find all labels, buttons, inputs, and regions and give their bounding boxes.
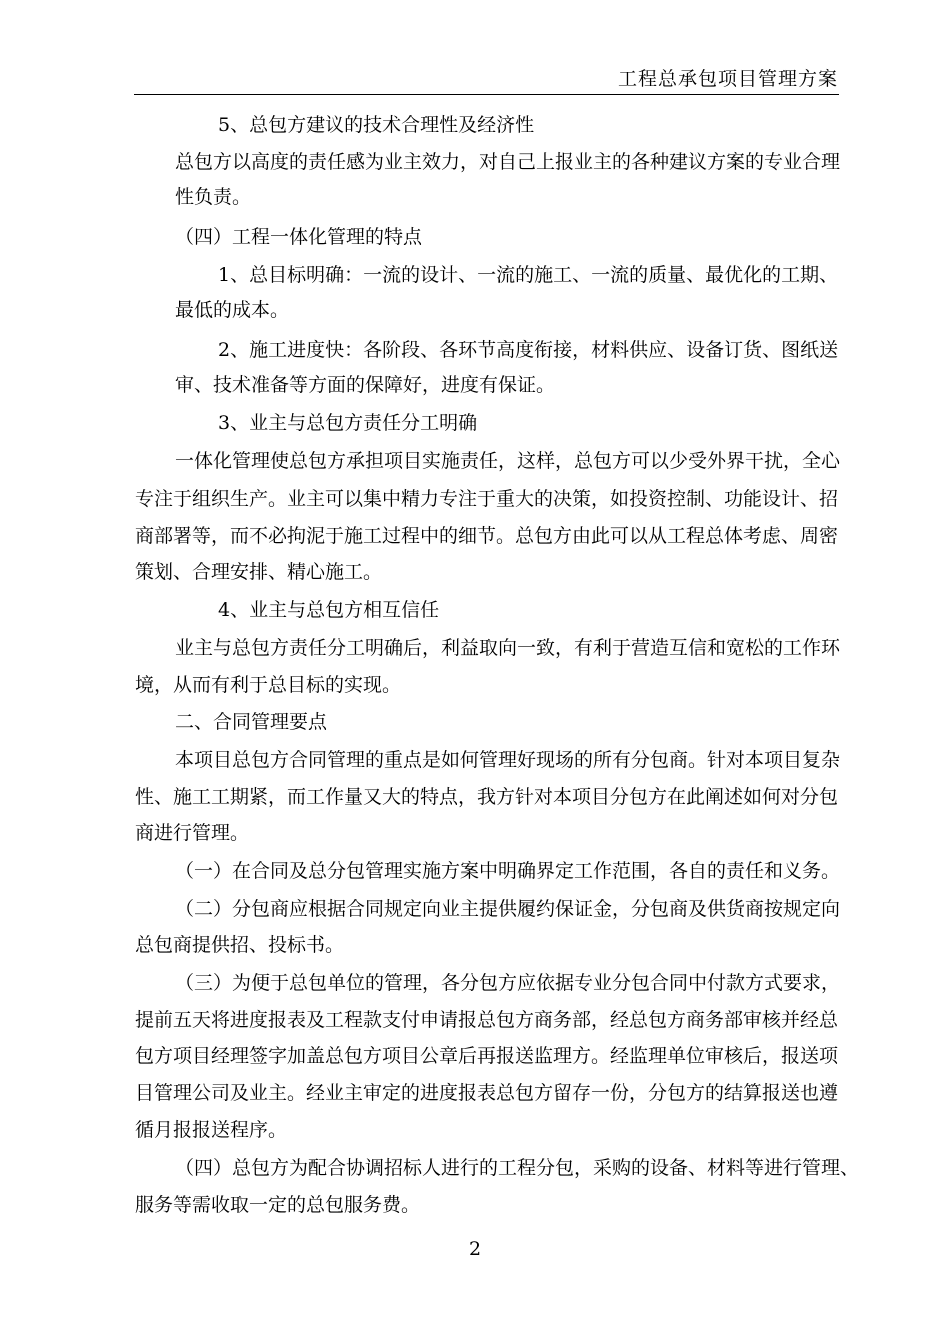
header-title: 工程总承包项目管理方案 (617, 68, 838, 90)
text-line: 2、施工进度快：各阶段、各环节高度衔接，材料供应、设备订货、图纸送 (218, 339, 839, 361)
text-line: 性、施工工期紧，而工作量又大的特点，我方针对本项目分包方在此阐述如何对分包 (135, 786, 839, 808)
text-line: 性负责。 (175, 186, 252, 208)
text-line: （四）总包方为配合协调招标人进行的工程分包，采购的设备、材料等进行管理、 (175, 1157, 860, 1179)
text-line: （三）为便于总包单位的管理，各分包方应依据专业分包合同中付款方式要求， (175, 972, 841, 994)
text-line: 总包方以高度的责任感为业主效力，对自己上报业主的各种建议方案的专业合理 (175, 151, 841, 173)
text-line: 一体化管理使总包方承担项目实施责任，这样，总包方可以少受外界干扰，全心 (175, 450, 841, 472)
text-line: 本项目总包方合同管理的重点是如何管理好现场的所有分包商。针对本项目复杂 (175, 749, 841, 771)
text-line: 二、合同管理要点 (175, 711, 328, 733)
page-number: 2 (468, 1238, 482, 1260)
header-divider (134, 94, 839, 95)
text-line: 3、业主与总包方责任分工明确 (218, 412, 478, 434)
text-line: 最低的成本。 (175, 299, 290, 321)
text-line: 5、总包方建议的技术合理性及经济性 (218, 114, 535, 136)
text-line: 包方项目经理签字加盖总包方项目公章后再报送监理方。经监理单位审核后，报送项 (135, 1045, 839, 1067)
text-line: （一）在合同及总分包管理实施方案中明确界定工作范围，各自的责任和义务。 (175, 860, 841, 882)
text-line: 策划、合理安排、精心施工。 (135, 561, 383, 583)
text-line: （四）工程一体化管理的特点 (175, 226, 423, 248)
text-line: 专注于组织生产。业主可以集中精力专注于重大的决策，如投资控制、功能设计、招 (135, 488, 839, 510)
text-line: 服务等需收取一定的总包服务费。 (135, 1194, 421, 1216)
text-line: 商部署等，而不必拘泥于施工过程中的细节。总包方由此可以从工程总体考虑、周密 (135, 525, 839, 547)
text-line: 循月报报送程序。 (135, 1119, 288, 1141)
text-line: 业主与总包方责任分工明确后，利益取向一致，有利于营造互信和宽松的工作环 (175, 637, 841, 659)
text-line: （二）分包商应根据合同规定向业主提供履约保证金，分包商及供货商按规定向 (175, 898, 841, 920)
text-line: 提前五天将进度报表及工程款支付申请报总包方商务部，经总包方商务部审核并经总 (135, 1009, 839, 1031)
text-line: 1、总目标明确：一流的设计、一流的施工、一流的质量、最优化的工期、 (218, 264, 839, 286)
text-line: 境，从而有利于总目标的实现。 (135, 674, 402, 696)
text-line: 4、业主与总包方相互信任 (218, 599, 440, 621)
text-line: 总包商提供招、投标书。 (135, 934, 345, 956)
text-line: 审、技术准备等方面的保障好，进度有保证。 (175, 374, 556, 396)
text-line: 目管理公司及业主。经业主审定的进度报表总包方留存一份，分包方的结算报送也遵 (135, 1082, 839, 1104)
text-line: 商进行管理。 (135, 822, 250, 844)
